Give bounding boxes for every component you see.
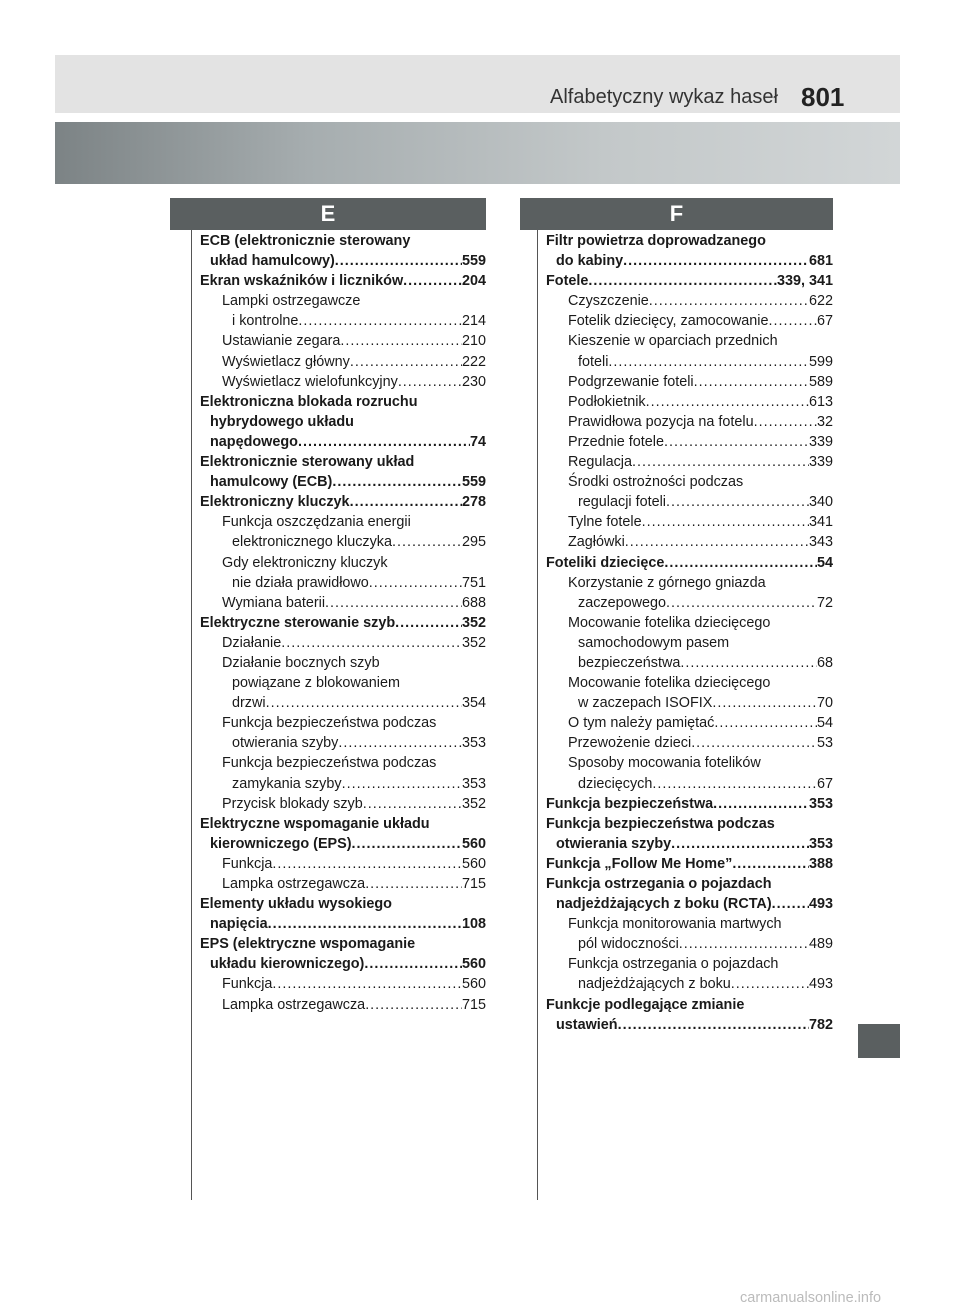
entry-text: Elektroniczna blokada rozruchu [200, 393, 418, 410]
index-subentry[interactable] [546, 311, 833, 331]
leader-dots [403, 271, 462, 291]
column-divider-left [191, 230, 192, 1200]
section-letter-f: F [520, 198, 833, 230]
page-reference[interactable]: 343 [808, 534, 833, 551]
running-header-title: Alfabetyczny wykaz haseł [550, 86, 778, 108]
leader-dots [340, 331, 462, 351]
index-entry[interactable] [200, 231, 486, 271]
entry-text: Elementy układu wysokiego [200, 896, 392, 913]
page-reference[interactable]: 67 [816, 313, 833, 330]
index-subentry[interactable] [546, 472, 833, 512]
entry-text: Funkcje podlegające zmianie [546, 996, 745, 1013]
leader-dots [335, 251, 462, 271]
index-subentry[interactable] [200, 753, 486, 793]
entry-text: samochodowym pasem [578, 634, 730, 651]
page-reference[interactable]: 782 [808, 1016, 833, 1033]
entry-text: Funkcja [222, 855, 273, 872]
entry-text: napięcia [210, 916, 268, 933]
leader-dots [350, 352, 462, 372]
page-reference[interactable]: 295 [461, 534, 486, 551]
index-entry[interactable] [546, 854, 833, 874]
entry-text: zaczepowego [578, 594, 667, 611]
leader-dots [664, 432, 809, 452]
entry-text: Czyszczenie [568, 293, 649, 310]
index-subentry[interactable] [200, 874, 486, 894]
entry-text: Zagłówki [568, 534, 625, 551]
page-reference[interactable]: 715 [461, 996, 486, 1013]
index-subentry[interactable] [546, 713, 833, 733]
leader-dots [666, 593, 817, 613]
entry-text: pól widoczności [578, 936, 679, 953]
leader-dots [694, 372, 809, 392]
leader-dots [671, 834, 809, 854]
entry-text: Wyświetlacz główny [222, 353, 350, 370]
leader-dots [731, 974, 809, 994]
index-entry[interactable] [546, 231, 833, 271]
index-entry[interactable] [200, 814, 486, 854]
entry-text: hamulcowy (ECB) [210, 474, 333, 491]
entry-text: napędowego [210, 433, 298, 450]
entry-text: Lampka ostrzegawcza [222, 876, 366, 892]
index-entry[interactable] [546, 814, 833, 854]
leader-dots [272, 854, 462, 874]
leader-dots [398, 372, 462, 392]
leader-dots [350, 492, 462, 512]
leader-dots [618, 1015, 809, 1035]
entry-text: Podłokietnik [568, 393, 646, 410]
page-reference[interactable]: 53 [816, 735, 833, 752]
page-reference[interactable]: 560 [461, 835, 486, 852]
page-reference[interactable]: 67 [816, 775, 833, 792]
page-reference[interactable]: 74 [469, 433, 486, 450]
index-subentry[interactable] [200, 995, 486, 1015]
entry-text: otwierania szyby [232, 735, 339, 752]
index-subentry[interactable] [546, 532, 833, 552]
leader-dots [680, 653, 817, 673]
entry-text: Ekran wskaźników i liczników [200, 273, 404, 290]
thumb-index-tab[interactable] [858, 1024, 900, 1058]
page-reference[interactable]: 353 [461, 775, 486, 792]
page-reference[interactable]: 339 [808, 454, 833, 471]
page-reference[interactable]: 353 [808, 835, 833, 852]
entry-text: Fotele [546, 273, 589, 290]
entry-text: Elektroniczny kluczyk [200, 494, 350, 511]
entry-text: O tym należy pamiętać [568, 715, 715, 732]
index-entry[interactable] [546, 874, 833, 914]
index-subentry[interactable] [546, 914, 833, 954]
leader-dots [608, 352, 809, 372]
section-letter-e: E [170, 198, 486, 230]
entry-text: drzwi [232, 695, 266, 712]
leader-dots [652, 774, 817, 794]
page-reference[interactable]: 493 [808, 896, 833, 913]
entry-text: Fotelik dziecięcy, zamocowanie [568, 313, 769, 330]
entry-text: Sposoby mocowania fotelików [568, 755, 761, 772]
entry-text: Lampki ostrzegawcze [222, 293, 361, 310]
index-entry[interactable] [200, 934, 486, 974]
leader-dots [712, 693, 817, 713]
entry-text: Przednie fotele [568, 433, 664, 450]
page-reference[interactable]: 353 [808, 795, 833, 812]
entry-text: kierowniczego (EPS) [210, 835, 352, 852]
entry-text: Mocowanie fotelika dziecięcego [568, 675, 771, 692]
page-number: 801 [801, 82, 845, 112]
entry-text: Przycisk blokady szyb [222, 795, 363, 812]
entry-text: Funkcja bezpieczeństwa [546, 795, 714, 812]
entry-text: Działanie bocznych szyb [222, 654, 380, 671]
index-subentry[interactable] [200, 974, 486, 994]
leader-dots [769, 311, 817, 331]
leader-dots [772, 894, 809, 914]
page-reference[interactable]: 352 [461, 795, 486, 812]
page-reference[interactable]: 715 [461, 876, 486, 892]
page-reference[interactable]: 210 [461, 333, 486, 350]
index-subentry[interactable] [200, 512, 486, 552]
index-subentry[interactable] [200, 331, 486, 351]
leader-dots [754, 412, 817, 432]
page-reference[interactable]: 54 [816, 715, 833, 732]
entry-text: Działanie [222, 634, 282, 651]
entry-text: Gdy elektroniczny kluczyk [222, 554, 388, 571]
index-subentry[interactable] [546, 573, 833, 613]
entry-text: hybrydowego układu [210, 413, 354, 430]
index-column-f [546, 231, 833, 1035]
entry-text: nadjeżdżających z boku [578, 976, 731, 993]
index-subentry[interactable] [200, 291, 486, 331]
page-reference[interactable]: 108 [461, 916, 486, 933]
entry-text: Elektryczne sterowanie szyb [200, 614, 396, 631]
index-entry[interactable] [546, 553, 833, 573]
index-subentry[interactable] [200, 653, 486, 713]
page-reference[interactable]: 388 [808, 855, 833, 872]
index-subentry[interactable] [546, 733, 833, 753]
entry-text: ECB (elektronicznie sterowany [200, 233, 411, 249]
index-subentry[interactable] [200, 633, 486, 653]
leader-dots [272, 974, 462, 994]
leader-dots [365, 995, 462, 1015]
entry-text: Funkcja „Follow Me Home” [546, 855, 733, 872]
page-reference[interactable]: 681 [808, 253, 833, 270]
leader-dots [623, 251, 809, 271]
entry-text: foteli [578, 353, 609, 370]
index-subentry[interactable] [546, 372, 833, 392]
entry-text: Elektryczne wspomaganie układu [200, 815, 430, 832]
leader-dots [268, 914, 462, 934]
entry-text: Tylne fotele [568, 514, 642, 531]
index-subentry[interactable] [546, 613, 833, 673]
leader-dots [713, 794, 809, 814]
entry-text: Podgrzewanie foteli [568, 373, 694, 390]
leader-dots [588, 271, 777, 291]
leader-dots [332, 472, 462, 492]
entry-text: Funkcja bezpieczeństwa podczas [222, 755, 437, 772]
index-subentry[interactable] [546, 432, 833, 452]
entry-text: i kontrolne [232, 313, 299, 330]
page-reference[interactable]: 559 [461, 253, 486, 270]
entry-text: Funkcja ostrzegania o pojazdach [568, 956, 779, 973]
index-subentry[interactable] [200, 553, 486, 593]
entry-text: Ustawianie zegara [222, 333, 341, 350]
column-divider-right [537, 230, 538, 1200]
page-reference[interactable]: 560 [461, 956, 486, 973]
entry-text: Funkcja ostrzegania o pojazdach [546, 876, 772, 892]
leader-dots [364, 954, 462, 974]
index-entry[interactable] [200, 613, 486, 633]
leader-dots [325, 593, 462, 613]
index-subentry[interactable] [200, 352, 486, 372]
entry-text: Elektronicznie sterowany układ [200, 454, 415, 471]
entry-text: ustawień [556, 1016, 618, 1033]
page-reference[interactable]: 751 [461, 574, 486, 591]
index-subentry[interactable] [200, 713, 486, 753]
entry-text: Filtr powietrza doprowadzanego [546, 233, 766, 249]
leader-dots [646, 392, 809, 412]
entry-text: powiązane z blokowaniem [232, 675, 400, 692]
watermark: carmanualsonline.info [740, 1290, 882, 1306]
page-reference[interactable]: 688 [461, 594, 486, 611]
entry-text: Prawidłowa pozycja na fotelu [568, 413, 754, 430]
index-subentry[interactable] [200, 794, 486, 814]
leader-dots [266, 693, 462, 713]
entry-text: elektronicznego kluczyka [232, 534, 392, 551]
page-reference[interactable]: 354 [461, 695, 486, 712]
index-entry[interactable] [200, 492, 486, 512]
page-reference[interactable]: 68 [816, 654, 833, 671]
entry-text: Funkcja oszczędzania energii [222, 514, 411, 531]
index-subentry[interactable] [200, 372, 486, 392]
leader-dots [298, 432, 470, 452]
page-reference[interactable]: 493 [808, 976, 833, 993]
page-reference[interactable]: 72 [816, 594, 833, 611]
index-entry[interactable] [200, 452, 486, 492]
page-reference[interactable]: 352 [461, 634, 486, 651]
entry-text: Korzystanie z górnego gniazda [568, 574, 766, 591]
leader-dots [732, 854, 809, 874]
index-subentry[interactable] [200, 593, 486, 613]
page-reference[interactable]: 353 [461, 735, 486, 752]
leader-dots [369, 573, 462, 593]
index-entry[interactable] [546, 794, 833, 814]
entry-text: Funkcja bezpieczeństwa podczas [546, 815, 775, 832]
entry-text: EPS (elektryczne wspomaganie [200, 936, 416, 953]
leader-dots [642, 512, 809, 532]
decorative-banner [55, 122, 900, 184]
entry-text: Wymiana baterii [222, 594, 326, 611]
page-reference[interactable]: 560 [461, 976, 486, 993]
index-entry[interactable] [546, 271, 833, 291]
entry-text: Wyświetlacz wielofunkcyjny [222, 373, 398, 390]
leader-dots [714, 713, 817, 733]
leader-dots [298, 311, 462, 331]
entry-text: w zaczepach ISOFIX [578, 695, 713, 712]
index-subentry[interactable] [546, 392, 833, 412]
page-reference[interactable]: 489 [808, 936, 833, 953]
entry-text: Regulacja [568, 454, 632, 471]
page-reference[interactable]: 204 [461, 273, 486, 290]
leader-dots [666, 492, 809, 512]
index-subentry[interactable] [200, 854, 486, 874]
entry-text: zamykania szyby [232, 775, 342, 792]
page-reference[interactable]: 222 [461, 353, 486, 370]
entry-text: Funkcja [222, 976, 273, 993]
index-subentry[interactable] [546, 954, 833, 994]
page-reference[interactable]: 278 [461, 494, 486, 511]
page-reference[interactable]: 559 [461, 474, 486, 491]
index-entry[interactable] [200, 894, 486, 934]
leader-dots [395, 613, 462, 633]
page-reference[interactable]: 352 [461, 614, 486, 631]
entry-text: Funkcja bezpieczeństwa podczas [222, 715, 437, 732]
page-reference[interactable]: 339, 341 [776, 273, 833, 290]
index-column-e [200, 231, 486, 1015]
entry-text: układ hamulcowy) [210, 253, 335, 270]
leader-dots [632, 452, 809, 472]
page-reference[interactable]: 599 [808, 353, 833, 370]
leader-dots [363, 794, 462, 814]
page-reference[interactable]: 560 [461, 855, 486, 872]
leader-dots [625, 532, 809, 552]
index-subentry[interactable] [546, 753, 833, 793]
page-reference[interactable]: 230 [461, 373, 486, 390]
entry-text: Foteliki dziecięce [546, 554, 665, 571]
index-subentry[interactable] [546, 412, 833, 432]
entry-text: otwierania szyby [556, 835, 672, 852]
leader-dots [342, 774, 462, 794]
entry-text: nie działa prawidłowo [232, 574, 369, 591]
entry-text: Funkcja monitorowania martwych [568, 916, 782, 933]
entry-text: nadjeżdżających z boku (RCTA) [556, 896, 772, 913]
leader-dots [352, 834, 462, 854]
entry-text: Kieszenie w oparciach przednich [568, 333, 778, 350]
entry-text: dziecięcych [578, 775, 653, 792]
page-reference[interactable]: 32 [816, 413, 833, 430]
entry-text: Mocowanie fotelika dziecięcego [568, 614, 771, 631]
page-reference[interactable]: 589 [808, 373, 833, 390]
index-subentry[interactable] [546, 291, 833, 311]
index-subentry[interactable] [546, 452, 833, 472]
index-subentry[interactable] [546, 512, 833, 532]
index-subentry[interactable] [546, 673, 833, 713]
page-reference[interactable]: 339 [808, 433, 833, 450]
leader-dots [679, 934, 809, 954]
index-entry[interactable] [546, 995, 833, 1035]
index-entry[interactable] [200, 392, 486, 452]
page-reference[interactable]: 340 [808, 494, 833, 511]
index-entry[interactable] [200, 271, 486, 291]
entry-text: Lampka ostrzegawcza [222, 996, 366, 1013]
page-reference[interactable]: 214 [461, 313, 486, 330]
leader-dots [392, 532, 462, 552]
leader-dots [338, 733, 462, 753]
leader-dots [649, 291, 809, 311]
leader-dots [281, 633, 462, 653]
page-reference[interactable]: 622 [808, 293, 833, 310]
page-reference[interactable]: 70 [816, 695, 833, 712]
entry-text: Przewożenie dzieci [568, 735, 692, 752]
page-reference[interactable]: 613 [808, 393, 833, 410]
entry-text: układu kierowniczego) [210, 956, 365, 973]
index-subentry[interactable] [546, 331, 833, 371]
page-reference[interactable]: 54 [816, 554, 833, 571]
entry-text: regulacji foteli [578, 494, 666, 511]
page-reference[interactable]: 341 [808, 514, 833, 531]
leader-dots [691, 733, 817, 753]
entry-text: Środki ostrożności podczas [568, 474, 744, 491]
entry-text: do kabiny [556, 253, 624, 270]
leader-dots [664, 553, 817, 573]
entry-text: bezpieczeństwa [578, 654, 681, 671]
leader-dots [365, 874, 462, 894]
